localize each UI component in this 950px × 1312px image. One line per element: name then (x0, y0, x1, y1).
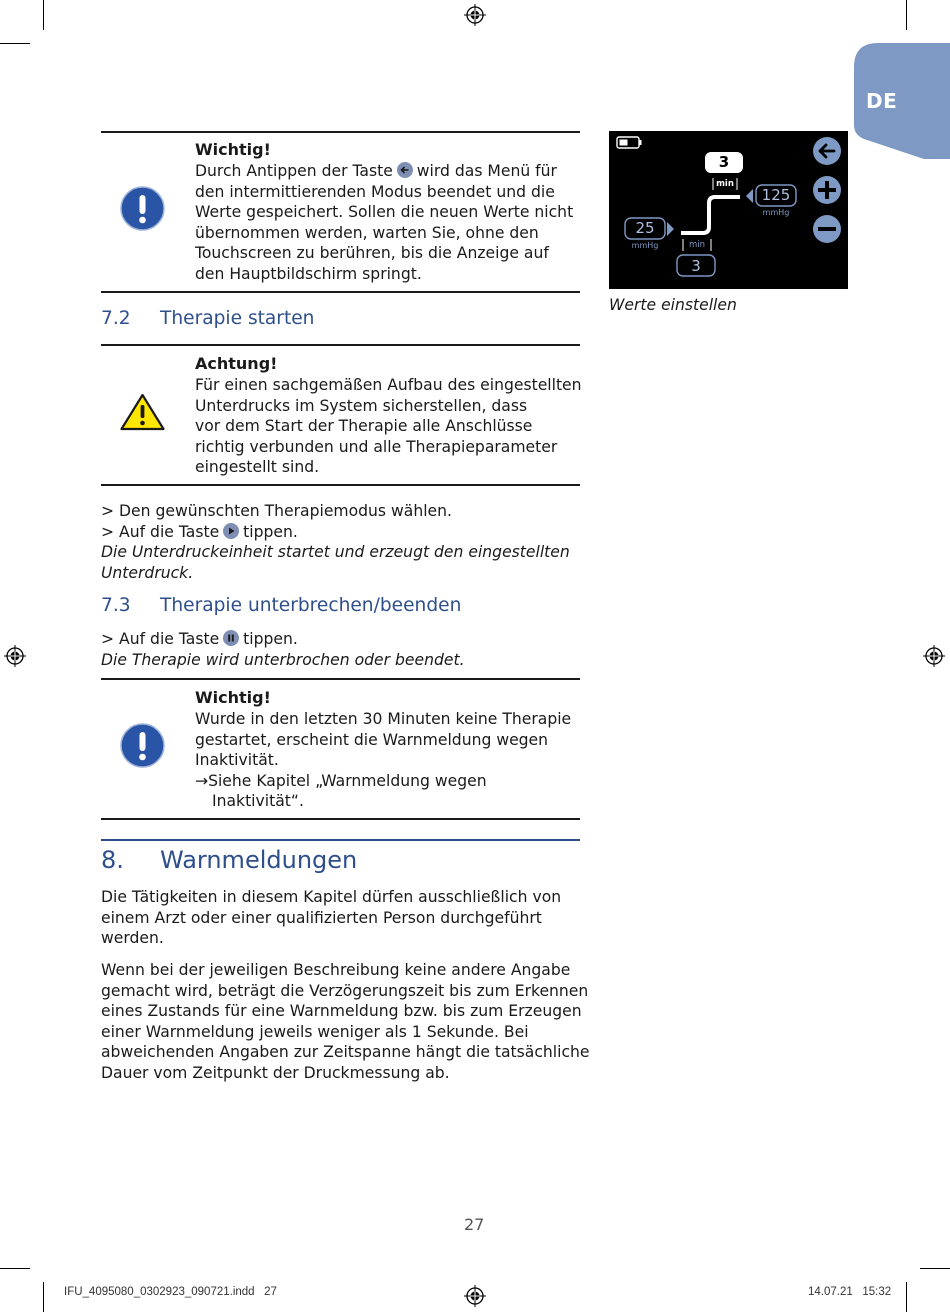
language-tab-label: DE (866, 89, 898, 113)
step-line (101, 523, 298, 541)
important-title: Wichtig! (195, 140, 271, 159)
crop-mark (0, 1268, 30, 1269)
back-arrow-icon (397, 162, 413, 178)
chapter-title: Warnmeldungen (160, 846, 358, 874)
top-time-value: 3 (718, 153, 730, 171)
bottom-time-unit: min (688, 240, 706, 250)
important-icon (120, 186, 165, 231)
bottom-time-value: 3 (691, 257, 701, 275)
text-line: Touchscreen zu berühren, bis die Anzeige auf (195, 244, 549, 263)
footer-file-info: IFU_4095080_0302923_090721.indd 27 (64, 1286, 277, 1298)
step-marker: > (101, 502, 115, 520)
chapter-rule (101, 839, 580, 841)
low-pressure-value: 25 (635, 219, 655, 237)
result-text: Die Therapie wird unterbrochen oder beendet. (101, 651, 465, 669)
registration-mark-icon (464, 4, 486, 26)
text-line: Werte gespeichert. Sollen die neuen Werte nicht (195, 203, 574, 222)
cross-reference-link[interactable]: Siehe Kapitel „Warnmeldung wegen (208, 771, 487, 790)
important-text (195, 161, 580, 285)
device-screen (609, 131, 848, 289)
warning-icon (120, 393, 165, 431)
crop-mark (0, 43, 30, 44)
high-pressure-value: 125 (761, 186, 791, 204)
low-pressure-unit: mmHg (631, 241, 659, 250)
box-rule-top (101, 131, 580, 133)
back-button[interactable] (813, 137, 841, 165)
text-line: eines Zustands für eine Warnmeldung bzw. bis zum Erzeugen (101, 1002, 582, 1021)
box-rule-bottom (101, 484, 580, 486)
arrow-right-icon: → (195, 771, 209, 790)
plus-button[interactable] (813, 176, 841, 204)
chapter-paragraph (101, 960, 590, 1084)
important-icon (120, 723, 165, 768)
text-segment: wird das Menü für (416, 162, 557, 180)
text-line: den intermittierenden Modus beendet und die (195, 182, 555, 201)
text-line: Dauer vom Zeitpunkt der Druckmessung ab. (101, 1063, 450, 1082)
text-line: Wurde in den letzten 30 Minuten keine Therapie (195, 710, 572, 728)
result-text: Unterdruck. (101, 564, 194, 582)
text-line: Für einen sachgemäßen Aufbau des eingestellten (195, 376, 582, 394)
text-line: eingestellt sind. (195, 458, 320, 477)
crop-mark (906, 0, 907, 30)
step-line (101, 502, 452, 520)
text-line: einer Warnmeldung jeweils weniger als 1 Sekunde. Bei (101, 1022, 529, 1041)
text-line: den Hauptbildschirm springt. (195, 264, 422, 283)
registration-mark-icon (464, 1285, 486, 1307)
pause-icon (223, 630, 239, 646)
top-time-unit: min (716, 179, 734, 189)
box-rule-top (101, 678, 580, 680)
text-line: Unterdrucks im System sicherstellen, dass (195, 396, 528, 415)
section-heading-7-2 (0, 308, 600, 334)
high-pressure-pointer-icon (746, 189, 753, 203)
minus-button[interactable] (813, 215, 841, 243)
text-segment: Durch Antippen der Taste (195, 162, 393, 180)
box-rule-bottom (101, 818, 580, 820)
important-text (195, 709, 580, 812)
section-heading-7-3 (0, 595, 600, 621)
step-text: tippen. (243, 630, 298, 648)
section-title: Therapie unterbrechen/beenden (160, 595, 462, 616)
crop-mark (43, 1282, 44, 1312)
step-text: Den gewünschten Therapiemodus wählen. (119, 502, 452, 520)
step-line (101, 630, 298, 648)
text-line: gemacht wird, beträgt die Verzögerungszeit bis zum Erkennen (101, 981, 589, 1000)
registration-mark-icon (923, 645, 945, 667)
important-title: Wichtig! (195, 688, 271, 707)
text-line: einem Arzt oder einer qualifizierten Person durchgeführt (101, 908, 542, 927)
battery-icon (617, 137, 642, 148)
step-text: tippen. (243, 523, 298, 541)
caution-title: Achtung! (195, 354, 278, 373)
chapter-paragraph (101, 887, 581, 949)
crop-mark (920, 1268, 950, 1269)
step-text: Auf die Taste (119, 523, 220, 541)
text-line: übernommen werden, warten Sie, ohne den (195, 223, 539, 242)
figure-caption: Werte einstellen (609, 296, 737, 314)
step-marker: > (101, 630, 115, 648)
page-number: 27 (464, 1215, 485, 1234)
text-line: richtig verbunden und alle Therapieparameter (195, 437, 558, 456)
text-line: Inaktivität“. (212, 792, 304, 811)
caution-text (195, 375, 580, 478)
text-line (195, 161, 580, 182)
play-icon (223, 523, 239, 539)
text-line: Wenn bei der jeweiligen Beschreibung keine andere Angabe (101, 961, 571, 979)
text-line: abweichenden Angaben zur Zeitspanne hängt die tatsächliche (101, 1043, 590, 1062)
section-number: 7.3 (101, 595, 131, 616)
section-number: 7.2 (101, 308, 131, 329)
box-rule-bottom (101, 291, 580, 293)
text-line: Die Tätigkeiten in diesem Kapitel dürfen ausschließlich von (101, 888, 562, 906)
footer-date: 14.07.21 15:32 (808, 1286, 892, 1298)
high-pressure-unit: mmHg (762, 208, 790, 217)
chapter-number: 8. (101, 846, 124, 874)
text-line: vor dem Start der Therapie alle Anschlüsse (195, 417, 533, 436)
registration-mark-icon (4, 645, 26, 667)
crop-mark (43, 0, 44, 30)
text-line: gestartet, erscheint die Warnmeldung wegen (195, 730, 549, 749)
box-rule-top (101, 344, 580, 346)
crop-mark (906, 1282, 907, 1312)
text-line (195, 771, 580, 792)
step-marker: > (101, 523, 115, 541)
result-text: Die Unterdruckeinheit startet und erzeugt den eingestellten (101, 543, 570, 561)
low-pressure-pointer-icon (667, 222, 674, 236)
text-line: werden. (101, 929, 164, 948)
step-text: Auf die Taste (119, 630, 220, 648)
text-line: Inaktivität. (195, 751, 279, 770)
section-title: Therapie starten (160, 308, 315, 329)
